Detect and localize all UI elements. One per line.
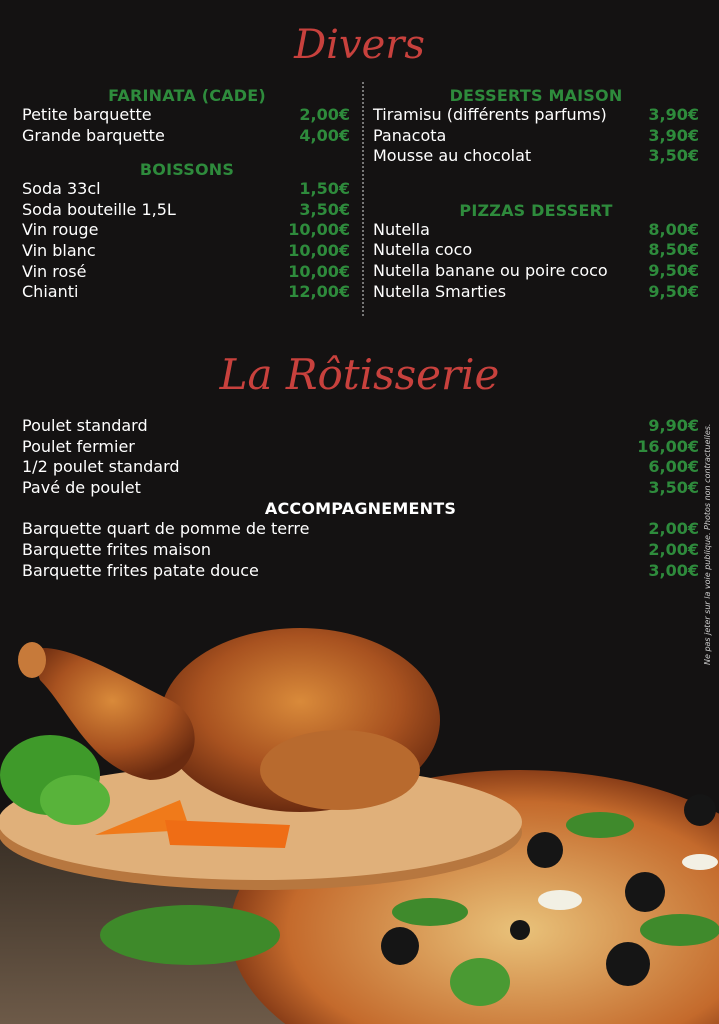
item-name: Vin rosé: [22, 261, 87, 281]
item-price: 3,50€: [648, 477, 699, 497]
divers-right-column: [373, 86, 699, 302]
menu-item: [22, 105, 350, 126]
farinata-heading: FARINATA (CADE): [108, 86, 266, 105]
menu-item: [22, 200, 350, 221]
menu-item: [373, 261, 699, 282]
rotisserie-section: [22, 416, 699, 581]
item-name: Petite barquette: [22, 105, 152, 124]
item-name: Nutella Smarties: [373, 281, 507, 301]
menu-item: [22, 519, 699, 540]
pizzas-dessert-heading: PIZZAS DESSERT: [459, 200, 613, 220]
item-name: Tiramisu (différents parfums): [373, 105, 607, 124]
desserts-list: [373, 105, 699, 167]
item-price: 6,00€: [648, 457, 699, 477]
menu-item: [373, 105, 699, 126]
item-name: Barquette frites patate douce: [22, 560, 259, 580]
item-name: Barquette frites maison: [22, 539, 211, 559]
accompagnements-heading: ACCOMPAGNEMENTS: [264, 499, 457, 519]
menu-item: [22, 262, 350, 283]
rotisserie-title: La Rôtisserie: [219, 350, 500, 399]
item-name: Nutella banane ou poire coco: [373, 260, 608, 280]
menu-item: [373, 126, 699, 147]
item-price: 10,00€: [288, 261, 350, 281]
item-price: 1,50€: [299, 179, 350, 199]
menu-item: [22, 540, 699, 561]
menu-item: [373, 282, 699, 303]
item-price: 8,00€: [648, 219, 699, 239]
accompagnements-list: [22, 519, 699, 581]
menu-item: [22, 179, 350, 200]
pizzas-dessert-list: [373, 220, 699, 302]
item-name: Grande barquette: [22, 125, 165, 145]
item-price: 9,50€: [648, 260, 699, 280]
item-name: Nutella coco: [373, 240, 473, 260]
menu-item: [22, 478, 699, 499]
item-price: 9,50€: [648, 281, 699, 301]
item-price: 3,50€: [299, 199, 350, 219]
item-name: Poulet standard: [22, 416, 148, 435]
menu-item: [22, 437, 699, 458]
food-photo: [0, 600, 719, 1024]
menu-item: [22, 126, 350, 147]
item-name: Chianti: [22, 282, 79, 302]
item-price: 3,90€: [648, 105, 699, 124]
item-price: 10,00€: [288, 240, 350, 260]
column-divider: [362, 82, 364, 316]
item-price: 2,00€: [648, 519, 699, 539]
item-price: 3,00€: [648, 560, 699, 580]
menu-item: [373, 146, 699, 167]
item-price: 16,00€: [637, 436, 699, 456]
item-name: Vin blanc: [22, 240, 96, 260]
menu-item: [22, 282, 350, 303]
rotisserie-list: [22, 416, 699, 498]
item-price: 4,00€: [299, 125, 350, 145]
item-name: Soda bouteille 1,5L: [22, 199, 176, 219]
divers-title: Divers: [294, 22, 425, 68]
item-name: 1/2 poulet standard: [22, 457, 180, 477]
item-price: 3,50€: [648, 146, 699, 166]
item-price: 2,00€: [299, 105, 350, 124]
boissons-heading: BOISSONS: [139, 160, 235, 180]
item-name: Soda 33cl: [22, 179, 101, 199]
divers-left-column: [22, 86, 350, 303]
menu-item: [373, 240, 699, 261]
item-name: Pavé de poulet: [22, 477, 141, 497]
menu-item: [22, 241, 350, 262]
item-name: Nutella: [373, 219, 430, 239]
item-name: Barquette quart de pomme de terre: [22, 519, 310, 539]
item-name: Panacota: [373, 125, 447, 145]
farinata-list: [22, 105, 350, 146]
item-price: 12,00€: [288, 282, 350, 302]
item-name: Vin rouge: [22, 220, 99, 240]
item-price: 2,00€: [648, 539, 699, 559]
menu-item: [22, 416, 699, 437]
side-disclaimer-text: Ne pas jeter sur la voie publique. Photos non contractuelles.: [703, 423, 712, 665]
item-price: 9,90€: [648, 416, 699, 435]
item-price: 10,00€: [288, 220, 350, 240]
item-price: 8,50€: [648, 240, 699, 260]
menu-item: [373, 220, 699, 241]
desserts-heading: DESSERTS MAISON: [449, 86, 623, 105]
item-price: 3,90€: [648, 125, 699, 145]
item-name: Mousse au chocolat: [373, 146, 532, 166]
menu-item: [22, 561, 699, 582]
item-name: Poulet fermier: [22, 436, 135, 456]
menu-item: [22, 220, 350, 241]
menu-item: [22, 457, 699, 478]
boissons-list: [22, 179, 350, 303]
